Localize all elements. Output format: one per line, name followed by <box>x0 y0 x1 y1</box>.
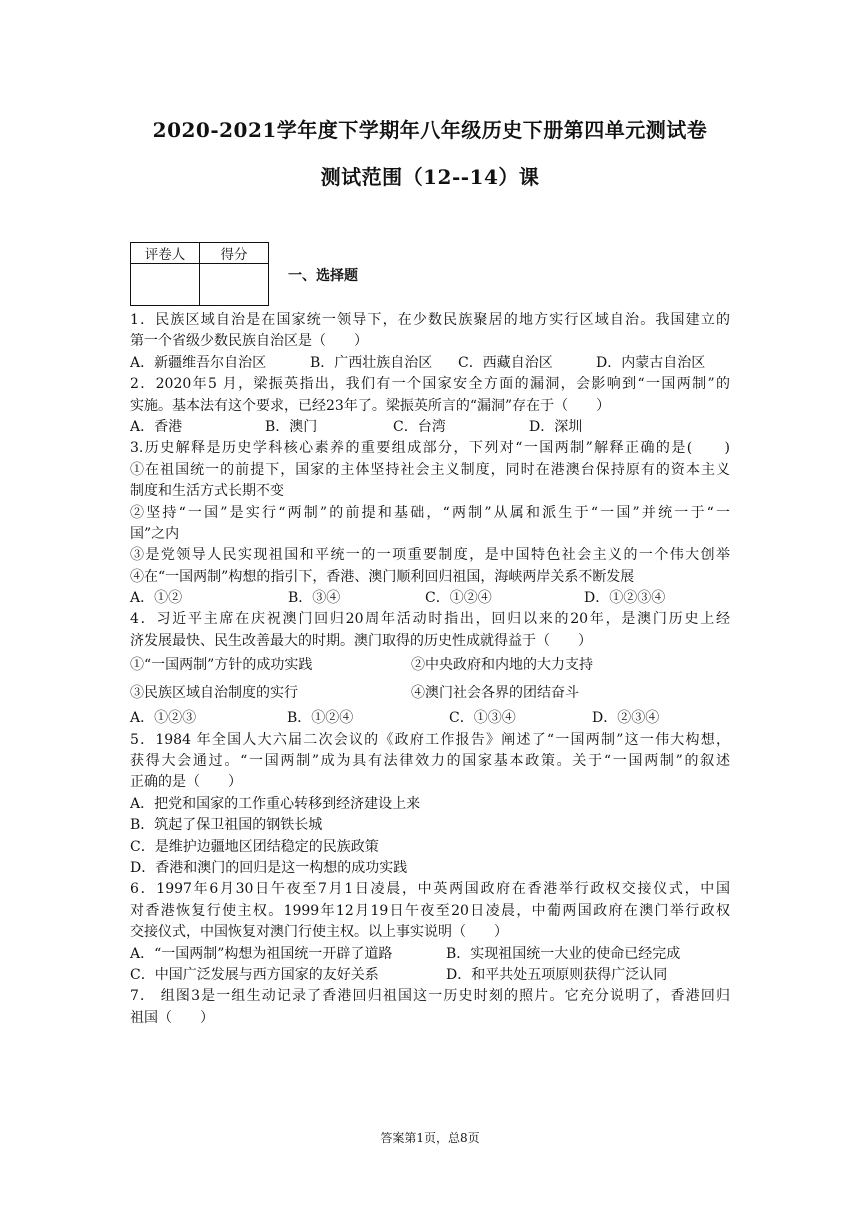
option-c: C．台湾 <box>393 418 446 435</box>
statement-2-cont: 国”之内 <box>130 525 180 542</box>
question-7 <box>130 986 730 1029</box>
item-2: ②中央政府和内地的大力支持 <box>411 657 593 674</box>
option-c: C．西藏自治区 <box>458 354 553 371</box>
items-row <box>130 680 730 708</box>
question-text: 5．1984 年全国人大六届二次会议的《政府工作报告》阐述了“一国两制”这一伟大构想， <box>130 731 730 748</box>
question-4 <box>130 609 730 729</box>
option-b: B．①②④ <box>287 710 354 727</box>
option-b: B．澳门 <box>265 418 318 435</box>
question-text: 正确的是（ ） <box>130 774 242 791</box>
options-row <box>130 417 730 438</box>
page-title: 2020-2021学年度下学期年八年级历史下册第四单元测试卷 <box>152 118 708 142</box>
question-text: 1．民族区域自治是在国家统一领导下，在少数民族聚居的地方实行区域自治。我国建立的 <box>130 312 730 328</box>
question-text: 对香港恢复行使主权。1999年12月19日午夜至20日凌晨，中葡两国政府在澳门举行政权 <box>130 902 730 919</box>
option-a: A．新疆维吾尔自治区 <box>130 354 267 371</box>
score-table <box>130 242 269 306</box>
option-b: B．③④ <box>288 590 341 607</box>
option-d: D．内蒙古自治区 <box>596 354 706 371</box>
score-cell <box>200 264 269 306</box>
item-1: ①“一国两制”方针的成功实践 <box>130 657 313 674</box>
question-6 <box>130 879 730 986</box>
options-row <box>130 588 730 609</box>
question-text: 6．1997年6月30日午夜至7月1日凌晨，中英两国政府在香港举行政权交接仪式，中国 <box>130 881 730 898</box>
question-3 <box>130 438 730 609</box>
question-text: 4．习近平主席在庆祝澳门回归20周年活动时指出，回归以来的20年，是澳门历史上经 <box>130 611 730 628</box>
option-a: A．①② <box>130 590 183 607</box>
items-row <box>130 652 730 680</box>
option-d: D．和平共处五项原则获得广泛认同 <box>446 966 668 983</box>
options-row <box>130 965 730 986</box>
question-text: 获得大会通过。“一国两制”成为具有法律效力的国家基本政策。关于“一国两制”的叙述 <box>130 753 730 770</box>
questions <box>130 310 730 1029</box>
options-row <box>130 708 730 729</box>
option-c: C．①②④ <box>425 590 492 607</box>
option-b: B．实现祖国统一大业的使命已经完成 <box>446 945 681 962</box>
question-1 <box>130 310 730 374</box>
item-3: ③民族区域自治制度的实行 <box>130 685 298 702</box>
statement-2: ②坚持“一国”是实行“两制”的前提和基础，“两制”从属和派生于“一国”并统一于“一 <box>130 504 730 521</box>
question-2 <box>130 374 730 438</box>
score-header: 得分 <box>200 243 269 264</box>
question-text: 交接仪式，中国恢复对澳门行使主权。以上事实说明（ ） <box>130 924 508 941</box>
option-a: A．把党和国家的工作重心转移到经济建设上来 <box>130 795 421 812</box>
option-d: D．②③④ <box>592 710 660 727</box>
statement-3: ③是党领导人民实现祖国和平统一的一项重要制度，是中国特色社会主义的一个伟大创举 <box>130 547 730 564</box>
option-a: A．“一国两制”构想为祖国统一开辟了道路 <box>130 945 393 962</box>
option-d: D．深圳 <box>529 418 583 435</box>
option-b: B．筑起了保卫祖国的钢铁长城 <box>130 817 323 834</box>
section-heading: 一、选择题 <box>288 268 358 284</box>
question-text: 2．2020年5 月，梁振英指出，我们有一个国家安全方面的漏洞，会影响到“一国两制”的 <box>130 376 730 393</box>
question-text: 7． 组图3是一组生动记录了香港回归祖国这一历史时刻的照片。它充分说明了，香港回归 <box>130 988 730 1005</box>
question-text: 实施。基本法有这个要求，已经23年了。梁振英所言的“漏洞”存在于（ ） <box>130 397 611 414</box>
statement-1: ①在祖国统一的前提下，国家的主体坚持社会主义制度，同时在港澳台保持原有的资本主义 <box>130 461 730 478</box>
grader-cell <box>131 264 200 306</box>
question-text: 第一个省级少数民族自治区是（ ） <box>130 333 368 350</box>
statement-1-cont: 制度和生活方式长期不变 <box>130 483 284 500</box>
grader-header: 评卷人 <box>131 243 200 264</box>
option-c: C．①③④ <box>449 710 516 727</box>
page-subtitle: 测试范围（12--14）课 <box>320 165 540 189</box>
option-c: C．是维护边疆地区团结稳定的民族政策 <box>130 838 379 855</box>
statement-4: ④在“一国两制”构想的指引下，香港、澳门顺利回归祖国，海峡两岸关系不断发展 <box>130 568 635 585</box>
question-text: 济发展最快、民生改善最大的时期。澳门取得的历史性成就得益于（ ） <box>130 632 592 649</box>
option-a: A．①②③ <box>130 710 197 727</box>
option-a: A．香港 <box>130 418 183 435</box>
option-c: C．中国广泛发展与西方国家的友好关系 <box>130 966 379 983</box>
option-b: B．广西壮族自治区 <box>310 354 433 371</box>
item-4: ④澳门社会各界的团结奋斗 <box>411 685 579 702</box>
question-text: 3.历史解释是历史学科核心素养的重要组成部分，下列对“一国两制”解释正确的是( ) <box>130 440 730 457</box>
option-d: D．香港和澳门的回归是这一构想的成功实践 <box>130 859 408 876</box>
question-text: 祖国（ ） <box>130 1009 214 1026</box>
options-row <box>130 944 730 965</box>
options-row <box>130 353 730 374</box>
option-d: D．①②③④ <box>584 590 666 607</box>
question-5 <box>130 730 730 880</box>
page-footer: 答案第1页，总8页 <box>380 1131 480 1145</box>
